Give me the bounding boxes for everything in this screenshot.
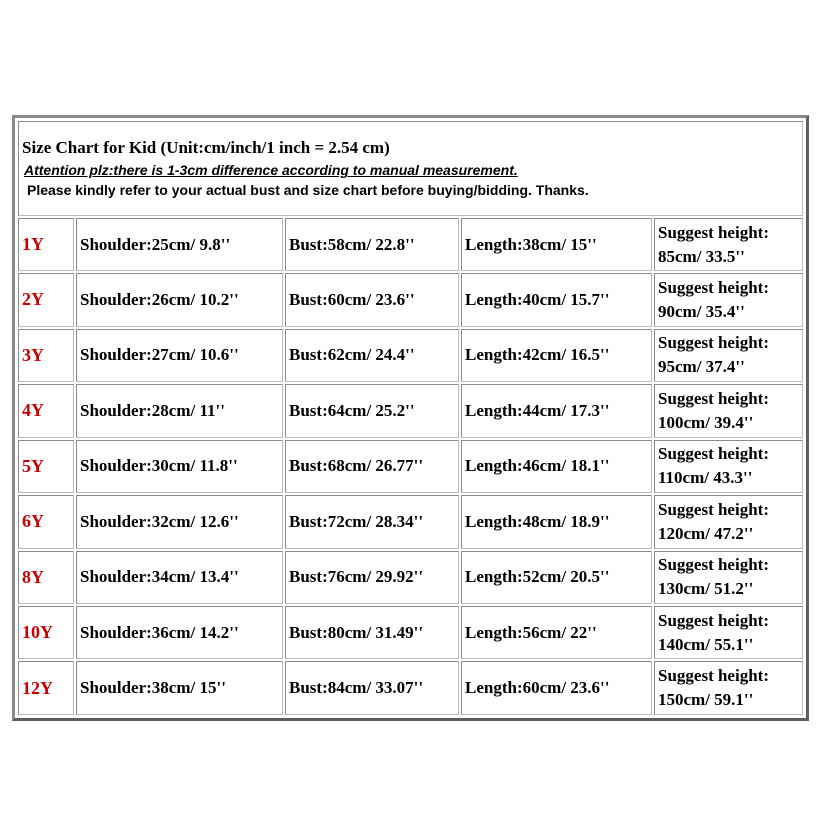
suggest-height-label: Suggest height: bbox=[658, 333, 769, 353]
bust-cell: Bust:72cm/ 28.34'' bbox=[285, 495, 459, 548]
attention-note: Attention plz:there is 1-3cm difference according to manual measurement. bbox=[24, 162, 518, 179]
suggest-height-cell bbox=[654, 218, 803, 271]
suggest-height-value: 150cm/ 59.1'' bbox=[658, 690, 754, 710]
length-cell: Length:42cm/ 16.5'' bbox=[461, 329, 652, 382]
header-cell bbox=[18, 121, 803, 216]
table-row bbox=[18, 551, 803, 604]
suggest-height-value: 90cm/ 35.4'' bbox=[658, 301, 745, 321]
length-cell: Length:38cm/ 15'' bbox=[461, 218, 652, 271]
length-cell: Length:48cm/ 18.9'' bbox=[461, 495, 652, 548]
table-row bbox=[18, 606, 803, 659]
size-label: 6Y bbox=[18, 495, 74, 548]
length-cell: Length:40cm/ 15.7'' bbox=[461, 273, 652, 326]
suggest-height-value: 130cm/ 51.2'' bbox=[658, 579, 754, 599]
sizing-note: Please kindly refer to your actual bust and size chart before buying/bidding. Thanks. bbox=[27, 182, 589, 199]
bust-cell: Bust:60cm/ 23.6'' bbox=[285, 273, 459, 326]
shoulder-cell: Shoulder:38cm/ 15'' bbox=[76, 661, 283, 715]
bust-cell: Bust:68cm/ 26.77'' bbox=[285, 440, 459, 493]
shoulder-cell: Shoulder:25cm/ 9.8'' bbox=[76, 218, 283, 271]
table-row bbox=[18, 495, 803, 548]
table-row bbox=[18, 218, 803, 271]
bust-cell: Bust:64cm/ 25.2'' bbox=[285, 384, 459, 437]
suggest-height-label: Suggest height: bbox=[658, 666, 769, 686]
suggest-height-label: Suggest height: bbox=[658, 610, 769, 630]
chart-title: Size Chart for Kid (Unit:cm/inch/1 inch = 2.54 cm) bbox=[22, 138, 390, 158]
length-cell: Length:60cm/ 23.6'' bbox=[461, 661, 652, 715]
bust-cell: Bust:62cm/ 24.4'' bbox=[285, 329, 459, 382]
shoulder-cell: Shoulder:36cm/ 14.2'' bbox=[76, 606, 283, 659]
suggest-height-cell bbox=[654, 606, 803, 659]
suggest-height-cell bbox=[654, 495, 803, 548]
suggest-height-cell bbox=[654, 661, 803, 715]
suggest-height-label: Suggest height: bbox=[658, 555, 769, 575]
shoulder-cell: Shoulder:30cm/ 11.8'' bbox=[76, 440, 283, 493]
size-label: 10Y bbox=[18, 606, 74, 659]
suggest-height-label: Suggest height: bbox=[658, 388, 769, 408]
bust-cell: Bust:84cm/ 33.07'' bbox=[285, 661, 459, 715]
shoulder-cell: Shoulder:32cm/ 12.6'' bbox=[76, 495, 283, 548]
size-label: 12Y bbox=[18, 661, 74, 715]
suggest-height-value: 100cm/ 39.4'' bbox=[658, 412, 754, 432]
size-label: 2Y bbox=[18, 273, 74, 326]
suggest-height-cell bbox=[654, 329, 803, 382]
size-chart-frame bbox=[12, 115, 809, 721]
header-row bbox=[18, 121, 803, 216]
size-label: 3Y bbox=[18, 329, 74, 382]
suggest-height-label: Suggest height: bbox=[658, 499, 769, 519]
shoulder-cell: Shoulder:27cm/ 10.6'' bbox=[76, 329, 283, 382]
suggest-height-cell bbox=[654, 384, 803, 437]
table-row bbox=[18, 273, 803, 326]
length-cell: Length:44cm/ 17.3'' bbox=[461, 384, 652, 437]
table-row bbox=[18, 440, 803, 493]
size-label: 5Y bbox=[18, 440, 74, 493]
length-cell: Length:46cm/ 18.1'' bbox=[461, 440, 652, 493]
suggest-height-cell bbox=[654, 440, 803, 493]
suggest-height-value: 120cm/ 47.2'' bbox=[658, 523, 754, 543]
suggest-height-value: 95cm/ 37.4'' bbox=[658, 357, 745, 377]
size-label: 4Y bbox=[18, 384, 74, 437]
shoulder-cell: Shoulder:26cm/ 10.2'' bbox=[76, 273, 283, 326]
length-cell: Length:52cm/ 20.5'' bbox=[461, 551, 652, 604]
suggest-height-label: Suggest height: bbox=[658, 444, 769, 464]
table-row bbox=[18, 329, 803, 382]
bust-cell: Bust:80cm/ 31.49'' bbox=[285, 606, 459, 659]
size-chart-table bbox=[16, 119, 805, 717]
suggest-height-cell bbox=[654, 551, 803, 604]
suggest-height-label: Suggest height: bbox=[658, 277, 769, 297]
size-label: 1Y bbox=[18, 218, 74, 271]
table-row bbox=[18, 384, 803, 437]
shoulder-cell: Shoulder:34cm/ 13.4'' bbox=[76, 551, 283, 604]
suggest-height-value: 85cm/ 33.5'' bbox=[658, 246, 745, 266]
bust-cell: Bust:58cm/ 22.8'' bbox=[285, 218, 459, 271]
suggest-height-value: 140cm/ 55.1'' bbox=[658, 634, 754, 654]
bust-cell: Bust:76cm/ 29.92'' bbox=[285, 551, 459, 604]
length-cell: Length:56cm/ 22'' bbox=[461, 606, 652, 659]
size-label: 8Y bbox=[18, 551, 74, 604]
suggest-height-label: Suggest height: bbox=[658, 222, 769, 242]
shoulder-cell: Shoulder:28cm/ 11'' bbox=[76, 384, 283, 437]
table-row bbox=[18, 661, 803, 715]
suggest-height-cell bbox=[654, 273, 803, 326]
suggest-height-value: 110cm/ 43.3'' bbox=[658, 468, 753, 488]
